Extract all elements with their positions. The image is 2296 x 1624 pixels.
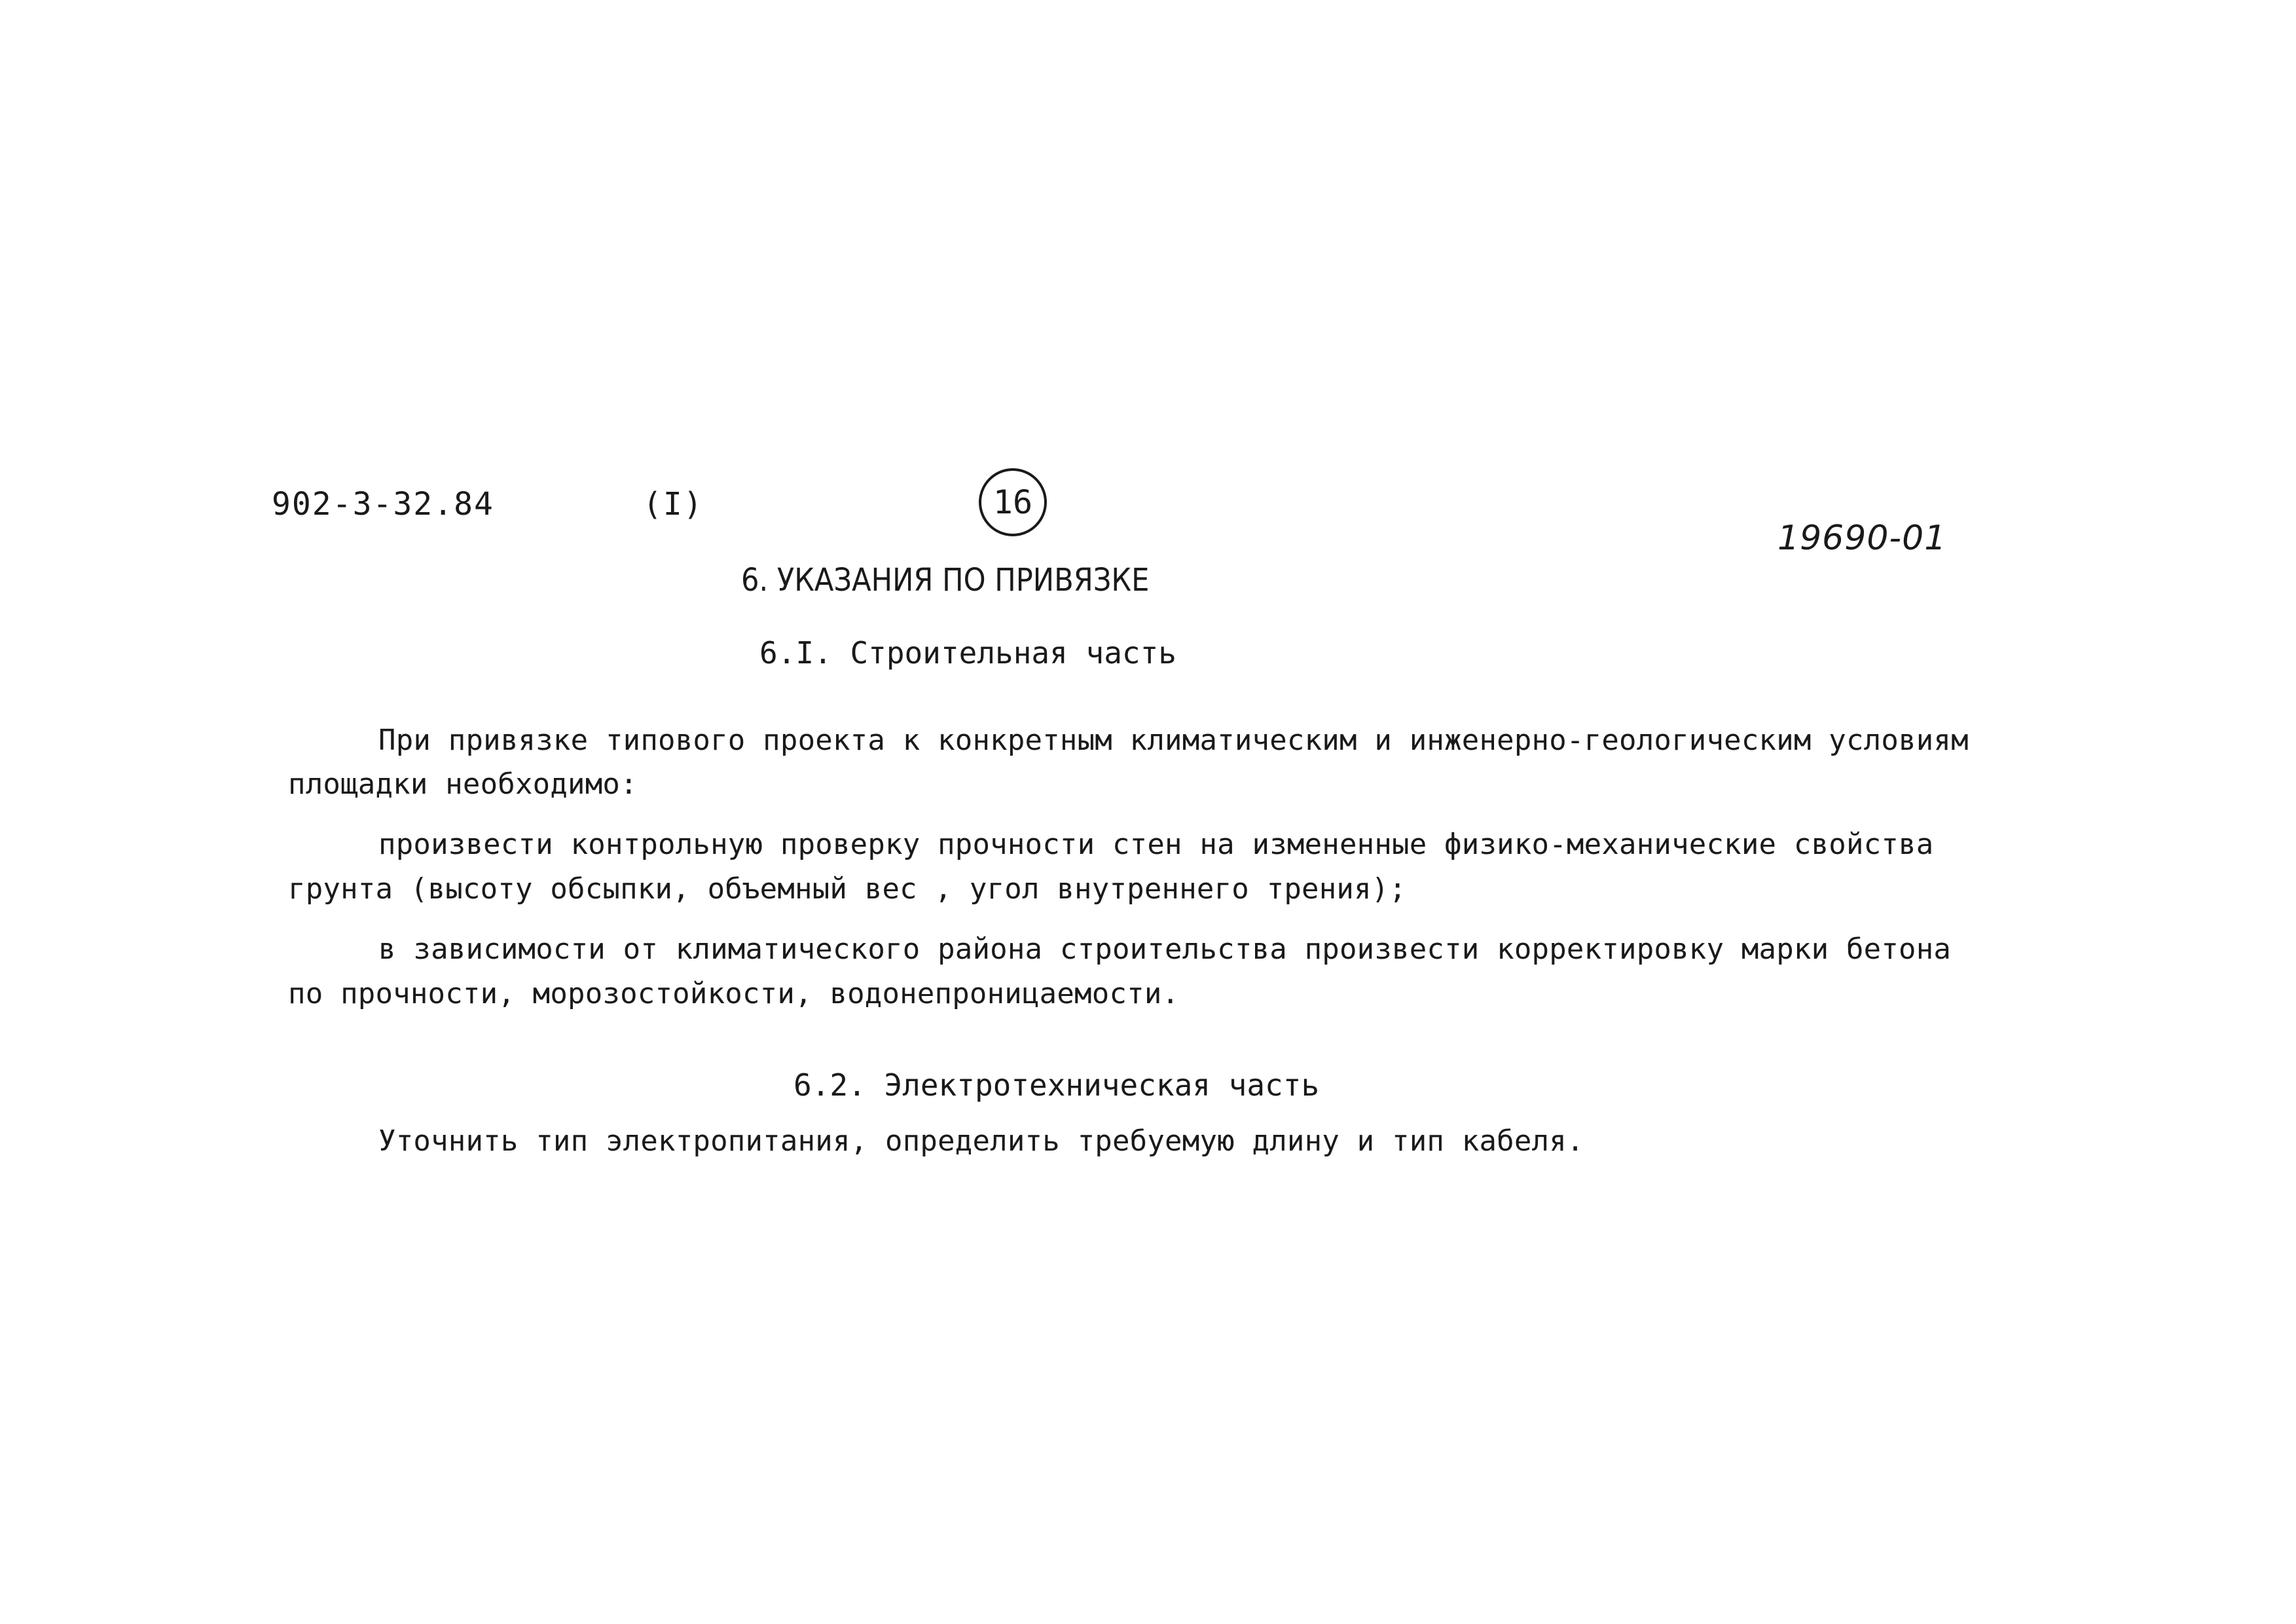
section-title: 6. УКАЗАНИЯ ПО ПРИВЯЗКЕ — [741, 562, 1150, 599]
paragraph-line: Уточнить тип электропитания, определить требуемую длину и тип кабеля. — [378, 1124, 1584, 1158]
page-number: 16 — [993, 483, 1033, 521]
paragraph-line: площадки необходимо: — [288, 767, 638, 801]
paragraph-line: по прочности, морозостойкости, водонепроницаемости. — [288, 977, 1180, 1010]
paragraph-line: При привязке типового проекта к конкретным климатическим и инженерно-геологическим условиям — [378, 724, 1969, 757]
subsection-heading-electrical: 6.2. Электротехническая часть — [793, 1067, 1320, 1103]
subsection-heading-construction: 6.I. Строительная часть — [759, 635, 1176, 671]
document-code: 902-3-32.84 — [272, 486, 494, 523]
page-number-circle — [979, 468, 1047, 536]
volume-number: (I) — [643, 486, 704, 523]
paragraph-line: произвести контрольную проверку прочности стен на измененные физико-механические свойства — [378, 828, 1934, 861]
inventory-number: 19690-01 — [1777, 519, 1947, 558]
paragraph-line: грунта (высоту обсыпки, объемный вес , угол внутреннего трения); — [288, 872, 1407, 906]
paragraph-line: в зависимости от климатического района строительства произвести корректировку марки бетона — [378, 932, 1952, 966]
